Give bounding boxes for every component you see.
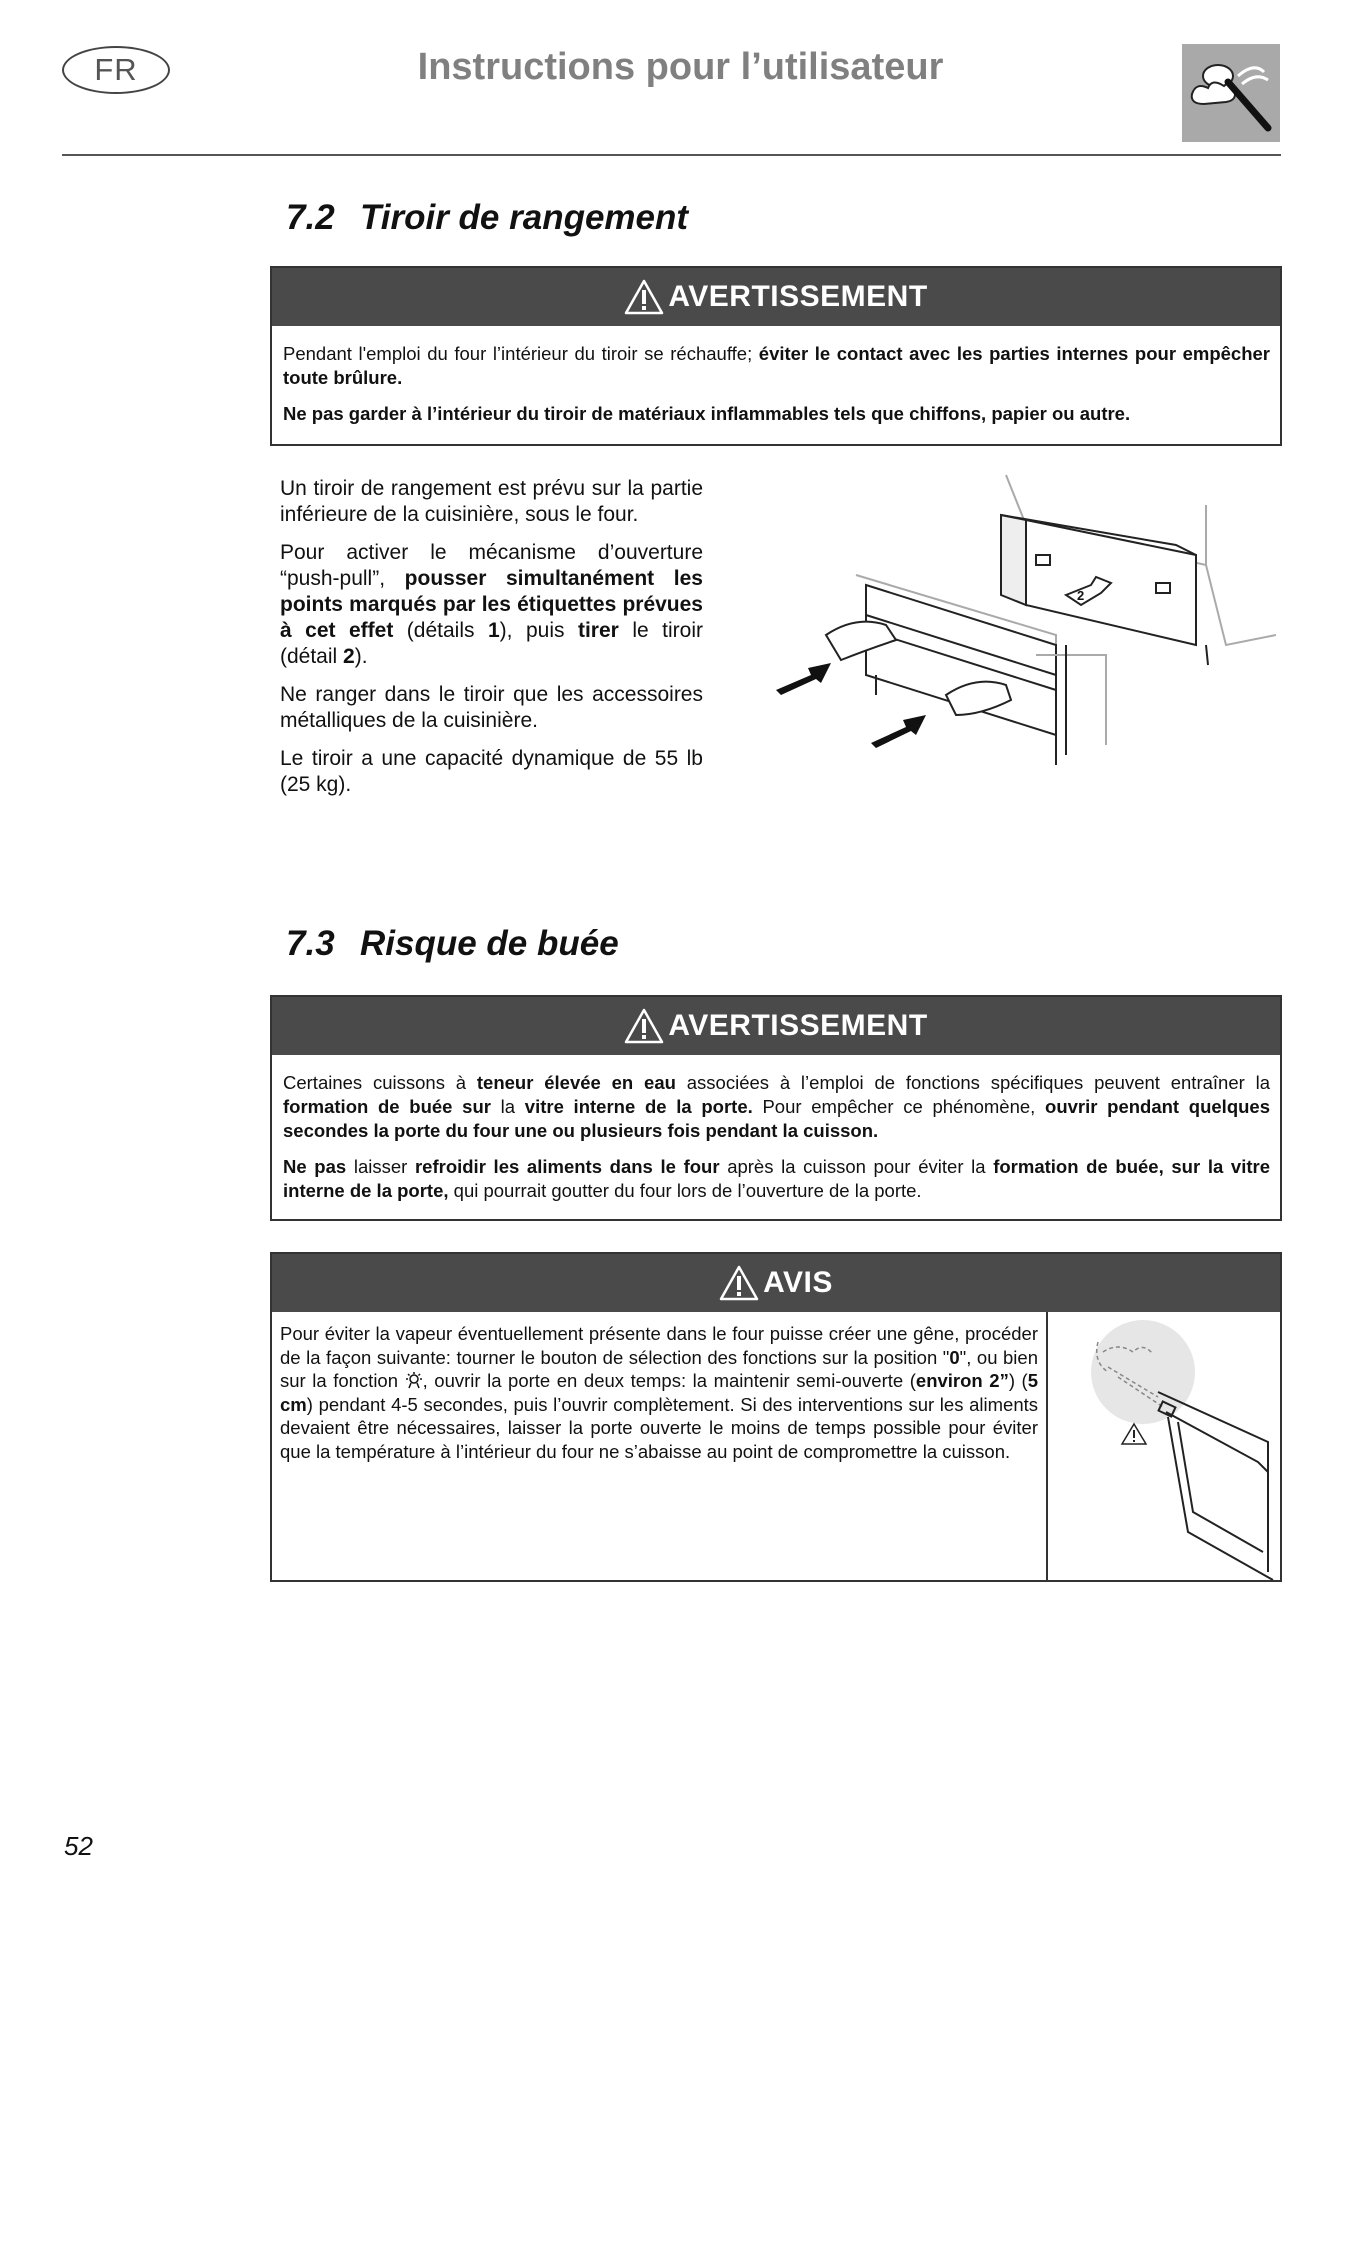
- text: après la cuisson pour éviter la: [719, 1156, 994, 1177]
- warning-header: [272, 268, 1280, 326]
- text-bold: environ 2”: [915, 1370, 1009, 1391]
- section-heading-7-3: [286, 924, 619, 964]
- steam-illustration: [1046, 1312, 1280, 1580]
- text-bold: refroidir les aliments dans le four: [414, 1156, 720, 1177]
- section-title: Tiroir de rangement: [360, 198, 689, 237]
- page-number: 52: [64, 1831, 93, 1861]
- text: ).: [354, 645, 368, 668]
- text: la: [490, 1096, 525, 1117]
- text: le tiroir (détail: [280, 619, 703, 668]
- warning-box-drawer: [270, 266, 1282, 446]
- text-bold: 1: [487, 619, 500, 642]
- text: Si des interventions sur les aliments devaient être nécessaires, laisser la porte ouverte le moins de temps possible pour éviter que la température à l’intérieur du four ne s’abaisse au point de compromettre la cuisson.: [280, 1393, 1039, 1462]
- paragraph: [280, 540, 703, 670]
- section-number: 7.3: [286, 924, 335, 963]
- drawer-instructions: [280, 476, 703, 810]
- text: Pour empêcher ce phénomène,: [752, 1096, 1046, 1117]
- warning-box-condensation: [270, 995, 1282, 1221]
- text-bold: ouvrir pendant quelques secondes la porte du four une ou plusieurs fois pendant la cuisson.: [283, 1096, 1270, 1141]
- text: ) pendant 4-5 secondes, puis l’ouvrir complètement.: [306, 1393, 735, 1415]
- notice-header: [272, 1254, 1280, 1312]
- notice-box-steam: [270, 1252, 1282, 1582]
- text-bold: 5 cm: [280, 1370, 1039, 1415]
- warning-label: AVERTISSEMENT: [668, 1009, 928, 1042]
- text: ), puis: [499, 619, 578, 642]
- detail-label-1: 1: [796, 664, 804, 680]
- text: Pour activer le mécanisme d’ouverture “push-pull”,: [280, 541, 703, 590]
- text: , ouvrir la porte en deux temps: la maintenir semi-ouverte (: [422, 1370, 916, 1391]
- notice-content: [272, 1312, 1280, 1580]
- text-bold: teneur élevée en eau: [476, 1072, 676, 1093]
- paragraph: Ne ranger dans le tiroir que les accessoires métalliques de la cuisinière.: [280, 683, 703, 732]
- paragraph: Le tiroir a une capacité dynamique de 55 lb (25 kg).: [280, 747, 703, 796]
- drawer-illustration: [756, 465, 1276, 765]
- warning-text-bold: éviter le contact avec les parties internes pour empêcher toute brûlure.: [283, 343, 1270, 388]
- notice-text: [272, 1312, 1046, 1580]
- header-divider: [62, 154, 1281, 156]
- text-bold: tirer: [577, 619, 619, 642]
- warning-text-part: Pendant l'emploi du four l’intérieur du tiroir se réchauffe;: [283, 343, 759, 364]
- text: qui pourrait goutter du four lors de l’ouverture de la porte.: [448, 1180, 922, 1201]
- text: Certaines cuissons à: [283, 1072, 477, 1093]
- text: laisser: [346, 1156, 415, 1177]
- text-bold: vitre interne de la porte.: [524, 1096, 753, 1117]
- section-heading-7-2: [286, 198, 688, 238]
- warning-triangle-icon: [624, 1008, 664, 1044]
- text-bold: formation de buée sur: [283, 1096, 491, 1117]
- text: ", ou bien sur la fonction: [280, 1346, 1038, 1391]
- warning-triangle-icon: [624, 279, 664, 315]
- warning-text-bold: Ne pas garder à l’intérieur du tiroir de matériaux inflammables tels que chiffons, papier ou autre.: [283, 403, 1131, 424]
- text-bold: 2: [343, 645, 355, 668]
- lamp-function-icon: [405, 1371, 423, 1389]
- chef-spoon-logo: [1182, 44, 1280, 142]
- section-title: Risque de buée: [360, 924, 619, 963]
- language-code: FR: [94, 52, 138, 87]
- text: associées à l’emploi de fonctions spécifiques peuvent entraîner la: [675, 1072, 1270, 1093]
- text-bold: 0: [949, 1346, 960, 1368]
- warning-label: AVERTISSEMENT: [668, 280, 928, 313]
- text-bold: formation de buée, sur la vitre interne de la porte,: [283, 1156, 1270, 1201]
- text: Pour éviter la vapeur éventuellement présente dans le four puisse créer une gêne, procéder de la façon suivante: tourner le bouton de sélection des fonctions sur la position ": [280, 1323, 1038, 1368]
- paragraph: Un tiroir de rangement est prévu sur la partie inférieure de la cuisinière, sous le four.: [280, 477, 703, 526]
- section-number: 7.2: [286, 198, 335, 237]
- text-bold: Ne pas: [283, 1156, 347, 1177]
- warning-text: [272, 1055, 1280, 1203]
- notice-label: AVIS: [763, 1266, 833, 1299]
- text-bold: pousser simultanément les points marqués par les étiquettes prévues à cet effet: [280, 567, 703, 642]
- text: (détails: [393, 619, 488, 642]
- warning-text: [272, 326, 1280, 426]
- detail-label-2: 2: [1077, 588, 1085, 603]
- page-header-title: Instructions pour l’utilisateur: [417, 46, 944, 88]
- text: ) (: [1008, 1370, 1028, 1391]
- warning-triangle-icon: [719, 1265, 759, 1301]
- warning-header: [272, 997, 1280, 1055]
